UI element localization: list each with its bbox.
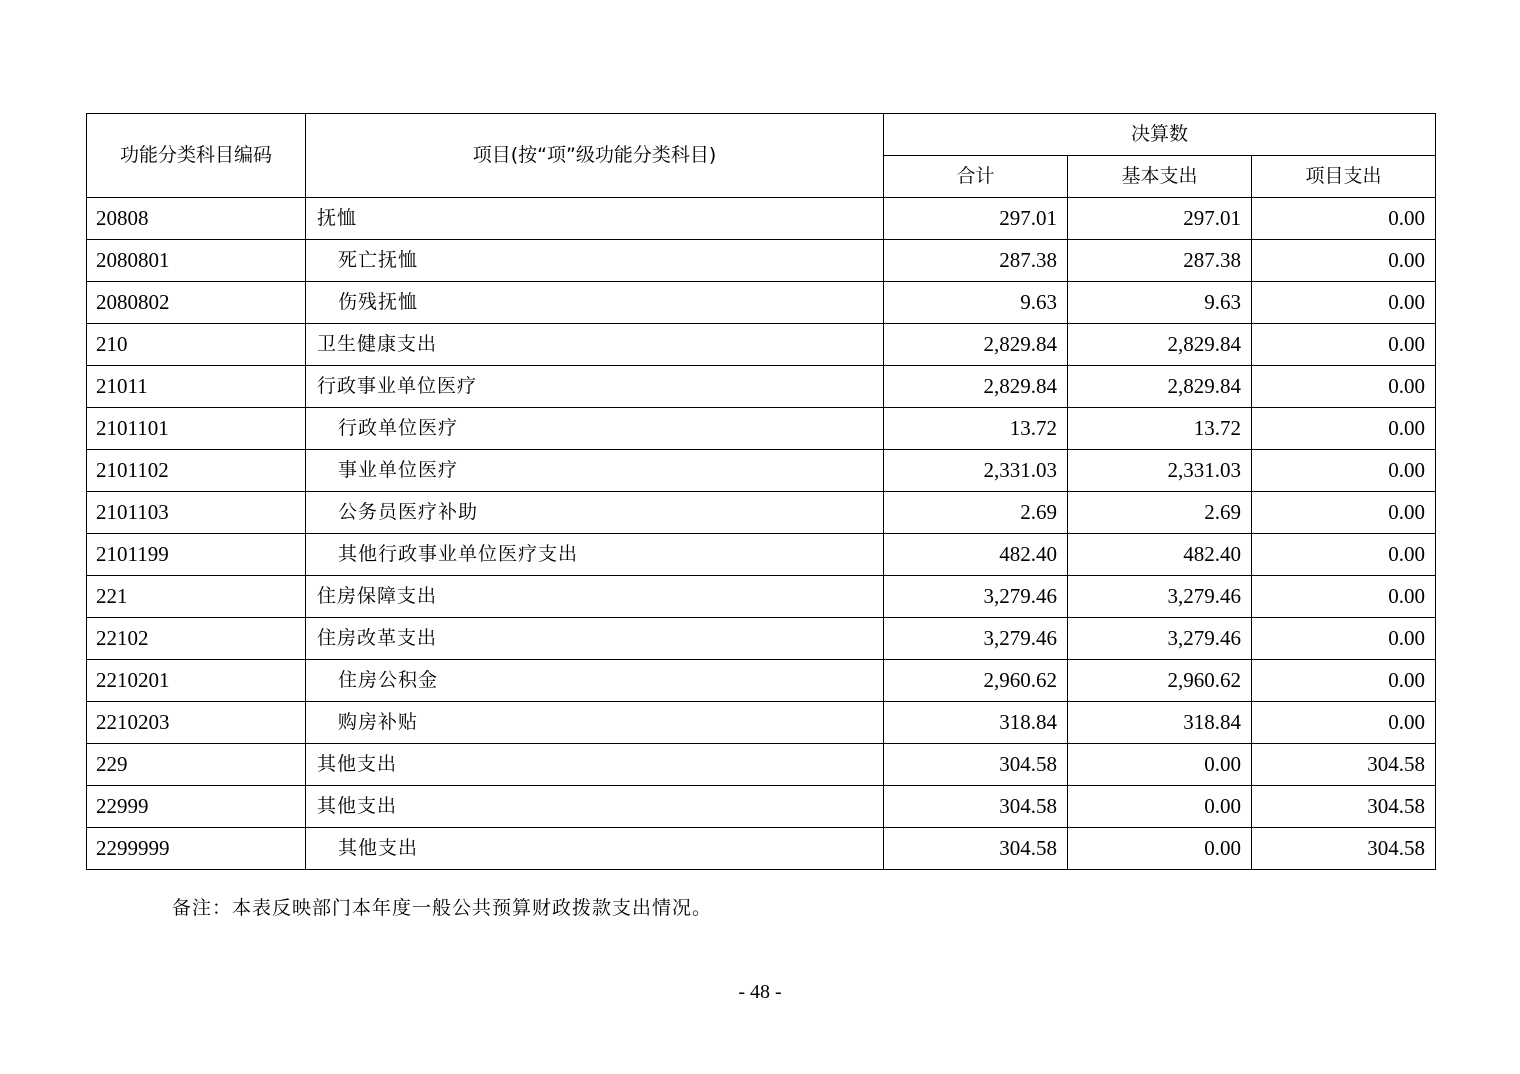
header-code: 功能分类科目编码 bbox=[87, 114, 306, 198]
cell-code: 2101199 bbox=[87, 534, 306, 576]
cell-item-name: 其他行政事业单位医疗支出 bbox=[306, 534, 884, 576]
table-row bbox=[87, 198, 1436, 240]
cell-item-name: 其他支出 bbox=[306, 828, 884, 870]
table-row bbox=[87, 408, 1436, 450]
cell-basic: 2.69 bbox=[1068, 492, 1252, 534]
cell-item-name: 其他支出 bbox=[306, 744, 884, 786]
header-project: 项目支出 bbox=[1252, 156, 1436, 198]
cell-code: 20808 bbox=[87, 198, 306, 240]
cell-code: 22102 bbox=[87, 618, 306, 660]
table-row bbox=[87, 618, 1436, 660]
table-note: 备注：本表反映部门本年度一般公共预算财政拨款支出情况。 bbox=[172, 897, 713, 919]
cell-total: 304.58 bbox=[884, 744, 1068, 786]
cell-total: 2.69 bbox=[884, 492, 1068, 534]
cell-project: 0.00 bbox=[1252, 618, 1436, 660]
cell-basic: 2,331.03 bbox=[1068, 450, 1252, 492]
header-basic: 基本支出 bbox=[1068, 156, 1252, 198]
cell-code: 22999 bbox=[87, 786, 306, 828]
cell-project: 0.00 bbox=[1252, 660, 1436, 702]
table-row bbox=[87, 660, 1436, 702]
expenditure-table bbox=[86, 113, 1436, 870]
table-row bbox=[87, 324, 1436, 366]
cell-basic: 482.40 bbox=[1068, 534, 1252, 576]
cell-total: 2,829.84 bbox=[884, 366, 1068, 408]
cell-project: 304.58 bbox=[1252, 744, 1436, 786]
cell-basic: 297.01 bbox=[1068, 198, 1252, 240]
table-body bbox=[87, 198, 1436, 870]
cell-code: 2299999 bbox=[87, 828, 306, 870]
cell-item-name: 卫生健康支出 bbox=[306, 324, 884, 366]
cell-code: 2101103 bbox=[87, 492, 306, 534]
cell-basic: 287.38 bbox=[1068, 240, 1252, 282]
cell-basic: 2,829.84 bbox=[1068, 366, 1252, 408]
cell-item-name: 事业单位医疗 bbox=[306, 450, 884, 492]
cell-total: 304.58 bbox=[884, 786, 1068, 828]
cell-total: 318.84 bbox=[884, 702, 1068, 744]
cell-basic: 9.63 bbox=[1068, 282, 1252, 324]
cell-total: 2,331.03 bbox=[884, 450, 1068, 492]
cell-total: 3,279.46 bbox=[884, 618, 1068, 660]
table-row bbox=[87, 534, 1436, 576]
cell-project: 0.00 bbox=[1252, 282, 1436, 324]
cell-item-name: 死亡抚恤 bbox=[306, 240, 884, 282]
cell-project: 0.00 bbox=[1252, 324, 1436, 366]
cell-total: 2,960.62 bbox=[884, 660, 1068, 702]
cell-project: 0.00 bbox=[1252, 576, 1436, 618]
cell-code: 2080801 bbox=[87, 240, 306, 282]
cell-basic: 2,829.84 bbox=[1068, 324, 1252, 366]
cell-code: 221 bbox=[87, 576, 306, 618]
table-row bbox=[87, 744, 1436, 786]
cell-project: 0.00 bbox=[1252, 240, 1436, 282]
cell-basic: 3,279.46 bbox=[1068, 618, 1252, 660]
cell-item-name: 住房改革支出 bbox=[306, 618, 884, 660]
cell-project: 0.00 bbox=[1252, 408, 1436, 450]
table-row bbox=[87, 492, 1436, 534]
cell-basic: 2,960.62 bbox=[1068, 660, 1252, 702]
cell-code: 2080802 bbox=[87, 282, 306, 324]
table-row bbox=[87, 702, 1436, 744]
expenditure-table-container bbox=[86, 113, 1435, 870]
cell-item-name: 其他支出 bbox=[306, 786, 884, 828]
cell-code: 2101102 bbox=[87, 450, 306, 492]
page-number: - 48 - bbox=[738, 981, 782, 1003]
header-settlement: 决算数 bbox=[884, 114, 1436, 156]
cell-project: 0.00 bbox=[1252, 366, 1436, 408]
cell-item-name: 公务员医疗补助 bbox=[306, 492, 884, 534]
table-row bbox=[87, 576, 1436, 618]
table-header bbox=[87, 114, 1436, 198]
cell-code: 2101101 bbox=[87, 408, 306, 450]
cell-total: 482.40 bbox=[884, 534, 1068, 576]
cell-total: 9.63 bbox=[884, 282, 1068, 324]
cell-project: 304.58 bbox=[1252, 828, 1436, 870]
cell-total: 3,279.46 bbox=[884, 576, 1068, 618]
table-row bbox=[87, 240, 1436, 282]
cell-code: 2210203 bbox=[87, 702, 306, 744]
cell-project: 0.00 bbox=[1252, 534, 1436, 576]
cell-total: 13.72 bbox=[884, 408, 1068, 450]
cell-project: 0.00 bbox=[1252, 450, 1436, 492]
header-total: 合计 bbox=[884, 156, 1068, 198]
cell-total: 287.38 bbox=[884, 240, 1068, 282]
table-row bbox=[87, 828, 1436, 870]
cell-item-name: 伤残抚恤 bbox=[306, 282, 884, 324]
table-row bbox=[87, 450, 1436, 492]
cell-item-name: 抚恤 bbox=[306, 198, 884, 240]
cell-total: 304.58 bbox=[884, 828, 1068, 870]
cell-basic: 318.84 bbox=[1068, 702, 1252, 744]
cell-project: 0.00 bbox=[1252, 198, 1436, 240]
cell-code: 2210201 bbox=[87, 660, 306, 702]
cell-item-name: 购房补贴 bbox=[306, 702, 884, 744]
cell-item-name: 行政事业单位医疗 bbox=[306, 366, 884, 408]
cell-basic: 0.00 bbox=[1068, 828, 1252, 870]
cell-item-name: 住房保障支出 bbox=[306, 576, 884, 618]
table-row bbox=[87, 282, 1436, 324]
cell-basic: 0.00 bbox=[1068, 744, 1252, 786]
cell-total: 2,829.84 bbox=[884, 324, 1068, 366]
table-row bbox=[87, 786, 1436, 828]
cell-item-name: 行政单位医疗 bbox=[306, 408, 884, 450]
cell-project: 304.58 bbox=[1252, 786, 1436, 828]
header-item: 项目(按“项”级功能分类科目) bbox=[306, 114, 884, 198]
cell-basic: 0.00 bbox=[1068, 786, 1252, 828]
cell-code: 210 bbox=[87, 324, 306, 366]
cell-total: 297.01 bbox=[884, 198, 1068, 240]
cell-project: 0.00 bbox=[1252, 702, 1436, 744]
table-row bbox=[87, 366, 1436, 408]
cell-basic: 13.72 bbox=[1068, 408, 1252, 450]
cell-item-name: 住房公积金 bbox=[306, 660, 884, 702]
cell-code: 21011 bbox=[87, 366, 306, 408]
cell-project: 0.00 bbox=[1252, 492, 1436, 534]
cell-code: 229 bbox=[87, 744, 306, 786]
cell-basic: 3,279.46 bbox=[1068, 576, 1252, 618]
